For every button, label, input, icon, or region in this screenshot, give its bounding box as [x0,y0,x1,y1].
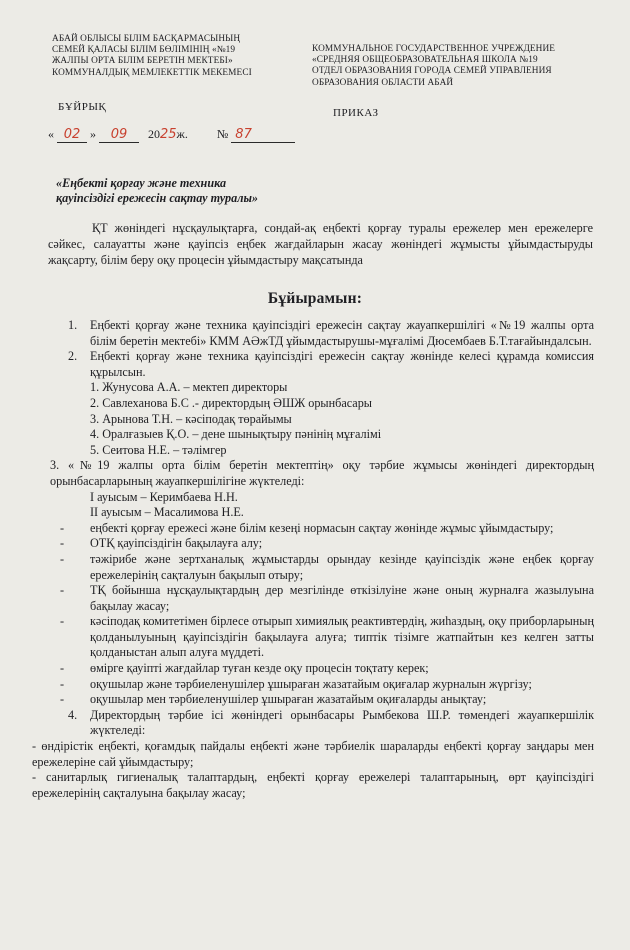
item-4 [0,708,630,739]
commission-member: 4. Оралғазыев Қ.О. – дене шынықтыру пәнінің мұғалімі [90,427,382,442]
order-heading: Бұйырамын: [267,290,363,307]
order-number: 87 [231,127,295,143]
date-open-quote: « [48,127,54,141]
duty-text: ТҚ бойынша нұсқаулықтардың дер мезгілінде өткізілуіне және оның журналға жазылуына бақылау жасау; [90,583,594,613]
commission-member: 2. Савлеханова Б.С .- директордың ӘШЖ орынбасары [90,395,372,410]
header-left-line: ЖАЛПЫ ОРТА БІЛІМ БЕРЕТІН МЕКТЕБІ» [52,56,233,67]
order-body [0,318,630,801]
duty-item [0,692,630,708]
duty-text: оқушылар мен тәрбиеленушілер ұшыраған жазатайым оқиғаларды анықтау; [90,692,487,707]
item-text: Еңбекті қорғау және техника қауіпсіздігі ережесін сақтау жөнінде келесі құрамда комиссия құрылсын. [90,349,594,379]
duty-item [0,536,630,552]
duty-item: - санитарлық гигиеналық талаптардың, еңбекті қорғау ережелері талаптарының, өрт қауіпсіздігі ережелерінің сақталуына бақылау жасау; [32,770,594,800]
dash-mark: - [60,661,65,676]
doc-type-ru: ПРИКАЗ [333,107,379,119]
duty-item [0,521,630,537]
duty-text: кәсіподақ комитетімен бірлесе отырып химиялық реактивтердің, жиһаздың, оқу приборларының қолданылуының қауіпсіздігін бақылауға алуға; типтік тізімге жатпайтын кез келген затты қолданыстан алып алуға мүддеті. [90,614,594,660]
commission-member: 1. Жунусова А.А. – мектеп директоры [90,380,288,395]
date-number-line [48,127,295,143]
intro-paragraph: ҚТ жөніндегі нұсқаулықтарға, сондай-ақ еңбекті қорғау туралы ережелер мен ережелерге сәйкес, салауатты және қауіпсіз еңбек жағдайларын жасау жөніндегі жұмысты ұйымдастыруды жақсарту, білім беру оқу процесін ұйымдастыру мақсатында [48,221,593,267]
shift-line: II ауысым – Масалимова Н.Е. [90,505,244,520]
date-day: 02 [57,127,87,143]
dash-mark: - [60,551,65,566]
duty-item [0,677,630,693]
dash-mark: - [60,520,65,535]
duty-text: тәжірибе және зертханалық жұмыстарды орындау кезінде қауіпсіздік және еңбек қорғау ережелерінің сақталуын бақылып отыру; [90,551,594,582]
item-2 [0,349,630,380]
dash-mark: - [60,536,65,551]
header-left-block [52,34,252,79]
header-left-line: АБАЙ ОБЛЫСЫ БІЛІМ БАСҚАРМАСЫНЫҢ [52,34,241,44]
commission-member: 5. Сеитова Н.Е. – тәлімгер [90,442,227,457]
dash-mark: - [60,614,65,629]
date-month: 09 [99,127,139,143]
date-year-suffix: 25 [160,127,177,142]
item-text: Директордың тәрбие ісі жөніндегі орынбасары Рымбекова Ш.Р. төмендегі жауапкершілік жүктеледі: [90,707,594,738]
dash-mark: - [60,692,65,707]
item-3: 3. «№19 жалпы орта білім беретін мектептің» оқу тәрбие жұмысы жөніндегі директордың орынбасарларының жауапкершілігіне жүктеледі: [50,458,594,488]
commission-member: 3. Арынова Т.Н. – кәсіподақ төрайымы [90,411,292,426]
item-1 [0,318,630,349]
shift-line: I ауысым – Керимбаева Н.Н. [90,489,238,504]
doc-type-kz: БҰЙРЫҚ [58,101,107,113]
header-left-line: СЕМЕЙ ҚАЛАСЫ БІЛІМ БӨЛІМІНІҢ «№19 [52,45,236,56]
header-right-line: «СРЕДНЯЯ ОБЩЕОБРАЗОВАТЕЛЬНАЯ ШКОЛА №19 [312,55,538,66]
dash-mark: - [60,676,65,691]
order-number-label: № [216,127,229,141]
header-right-line: ОТДЕЛ ОБРАЗОВАНИЯ ГОРОДА СЕМЕЙ УПРАВЛЕНИЯ [312,66,552,77]
duty-item [0,614,630,661]
duty-item [0,552,630,583]
header-right-line: КОММУНАЛЬНОЕ ГОСУДАРСТВЕННОЕ УЧРЕЖДЕНИЕ [312,44,556,54]
item-number: 1. [68,318,78,332]
date-year-label: ж. [176,127,188,141]
header-right-block [312,44,555,89]
duty-text: өмірге қауіпті жағдайлар туған кезде оқу процесін тоқтату керек; [90,661,429,676]
item-number: 4. [68,707,78,722]
header-right-line: ОБРАЗОВАНИЯ ОБЛАСТИ АБАЙ [312,77,454,88]
duty-item: - өндірістік еңбекті, қоғамдық пайдалы еңбекті және тәрбиелік шараларды еңбекті қорғау заңдары мен ережелеріне сай ұйымдастыру; [32,739,594,769]
duty-text: ОТҚ қауіпсіздігін бақылауға алу; [90,536,263,551]
order-title [56,176,258,206]
order-title-line: қауіпсіздігі ережесін сақтау туралы» [56,191,258,205]
duty-item [0,583,630,614]
header-left-line: КОММУНАЛДЫҚ МЕМЛЕКЕТТІК МЕКЕМЕСІ [52,67,252,78]
duty-item [0,661,630,677]
date-year-prefix: 20 [148,127,160,141]
dash-mark: - [60,583,65,598]
duty-text: оқушылар және тәрбиеленушілер ұшыраған жазатайым оқиғалар журналын жүргізу; [90,676,532,691]
date-close-quote: » [90,127,96,141]
item-text: Еңбекті қорғау және техника қауіпсіздігі ережесін сақтау жауапкершілігі «№19 жалпы орта білім беретін мектебі» КММ АӘжТД ұйымдастырушы-мұғалімі Дюсембаев Б.Т.тағайындалсын. [90,318,594,348]
item-number: 2. [68,349,78,364]
order-title-line: «Еңбекті қорғау және техника [56,176,227,190]
duty-text: еңбекті қорғау ережесі және білім кезеңі нормасын сақтау жөнінде жұмыс ұйымдастыру; [90,520,554,535]
